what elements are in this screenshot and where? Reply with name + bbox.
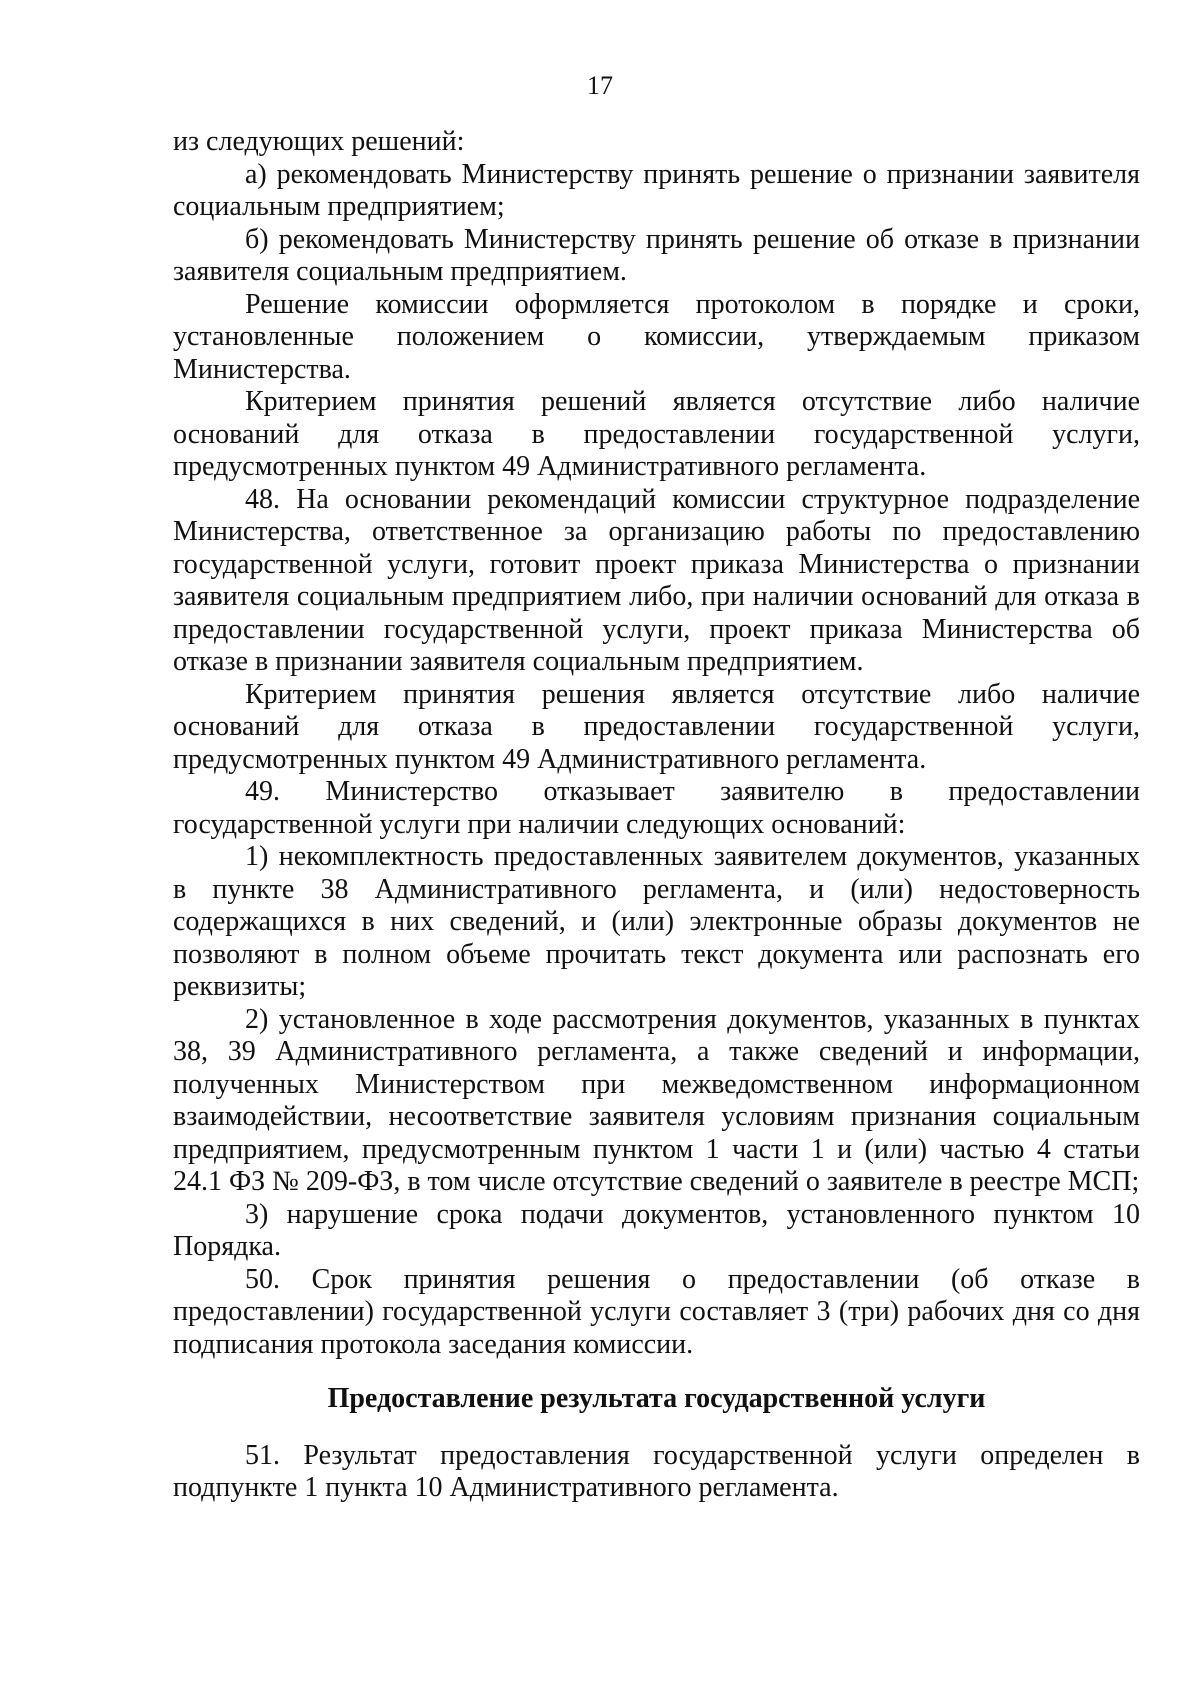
paragraph: а) рекомендовать Министерству принять решение о признании заявителя социальным предприятием; bbox=[173, 158, 1140, 222]
paragraph: 3) нарушение срока подачи документов, установленного пунктом 10 Порядка. bbox=[173, 1198, 1140, 1262]
paragraph: 2) установленное в ходе рассмотрения документов, указанных в пунктах 38, 39 Административного регламента, а также сведений и информации, полученных Министерством при межведомственном информационном взаимодействии, несоответствие заявителя условиям признания социальным предприятием, предусмотренным пунктом 1 части 1 и (или) частью 4 статьи 24.1 ФЗ № 209-ФЗ, в том числе отсутствие сведений о заявителе в реестре МСП; bbox=[173, 1003, 1140, 1197]
paragraph: 48. На основании рекомендаций комиссии структурное подразделение Министерства, ответственное за организацию работы по предоставлению государственной услуги, готовит проект приказа Министерства о признании заявителя социальным предприятием либо, при наличии оснований для отказа в предоставлении государственной услуги, проект приказа Министерства об отказе в признании заявителя социальным предприятием. bbox=[173, 483, 1140, 677]
paragraph: 51. Результат предоставления государственной услуги определен в подпункте 1 пункта 10 Административного регламента. bbox=[173, 1439, 1140, 1503]
paragraph: 49. Министерство отказывает заявителю в предоставлении государственной услуги при наличии следующих оснований: bbox=[173, 776, 1140, 840]
paragraph: из следующих решений: bbox=[173, 126, 465, 157]
page-number: 17 bbox=[587, 71, 613, 100]
paragraphs-after-heading bbox=[173, 1440, 1140, 1505]
section-heading: Предоставление результата государственной услуги bbox=[327, 1383, 986, 1414]
paragraph: Критерием принятия решений является отсутствие либо наличие оснований для отказа в предоставлении государственной услуги, предусмотренных пунктом 49 Административного регламента. bbox=[173, 386, 1140, 482]
paragraphs-before-heading bbox=[173, 126, 1140, 1361]
paragraph: 50. Срок принятия решения о предоставлении (об отказе в предоставлении) государственной услуги составляет 3 (три) рабочих дня со дня подписания протокола заседания комиссии. bbox=[173, 1263, 1140, 1360]
paragraph: Критерием принятия решения является отсутствие либо наличие оснований для отказа в предоставлении государственной услуги, предусмотренных пунктом 49 Административного регламента. bbox=[173, 678, 1140, 775]
paragraph: б) рекомендовать Министерству принять решение об отказе в признании заявителя социальным предприятием. bbox=[173, 223, 1140, 287]
paragraph: 1) некомплектность предоставленных заявителем документов, указанных в пункте 38 Административного регламента, и (или) недостоверность содержащихся в них сведений, и (или) электронные образы документов не позволяют в полном объеме прочитать текст документа или распознать его реквизиты; bbox=[173, 841, 1140, 1002]
document-body bbox=[173, 126, 1140, 1505]
paragraph: Решение комиссии оформляется протоколом в порядке и сроки, установленные положением о комиссии, утверждаемым приказом Министерства. bbox=[173, 288, 1140, 385]
